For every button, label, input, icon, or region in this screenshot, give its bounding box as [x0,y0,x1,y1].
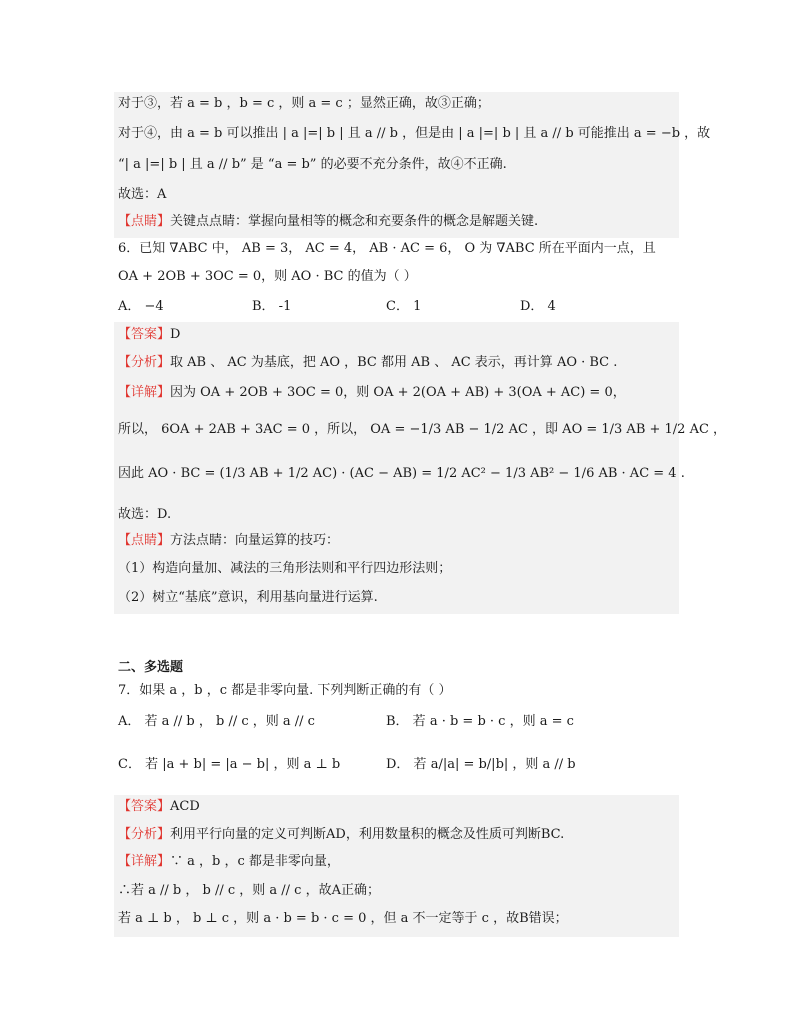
tip-line: （2）树立“基底”意识，利用基向量进行运算. [118,590,378,605]
comment-text: 方法点睛：向量运算的技巧： [170,533,340,548]
analysis-text: 取 AB 、 AC 为基底，把 AO ，BC 都用 AB 、 AC 表示，再计算 AO · BC . [170,355,618,370]
detail-line [118,384,626,402]
comment-line [118,213,538,231]
option-c: C． 若 |a + b| = |a − b| ，则 a ⊥ b [118,757,341,772]
option-b: B． 若 a · b = b · c ，则 a = c [386,714,574,729]
answer-line [118,798,200,816]
derivation-line: ∴若 a // b ， b // c ，则 a // c ，故A正确； [118,883,380,898]
detail-text: 因为 OA + 2OB + 3OC = 0，则 OA + 2(OA + AB) + 3(OA + AC) = 0， [170,385,626,400]
derivation-line: 若 a ⊥ b ， b ⊥ c ，则 a · b = b · c = 0 ，但 a 不一定等于 c ，故B错误； [118,911,568,926]
text-line: “| a |=| b | 且 a // b” 是 “a = b” 的必要不充分条件，故④不正确. [118,157,507,172]
section-heading: 二、多选题 [118,660,184,675]
answer-text: D [170,327,181,342]
question-7-stem: 7．如果 a ，b ，c 都是非零向量. 下列判断正确的有（ ） [118,683,452,698]
option-d: D． 4 [520,299,556,314]
text-line: 对于③，若 a = b ，b = c ，则 a = c ；显然正确，故③正确； [118,96,490,111]
option-d: D． 若 a/|a| = b/|b| ，则 a // b [386,757,576,772]
analysis-text: 利用平行向量的定义可判断AD，利用数量积的概念及性质可判断BC. [170,827,565,842]
comment-tag: 【点睛】 [118,533,171,548]
question-6-stem: 6．已知 ∇ABC 中， AB = 3， AC = 4， AB · AC = 6， O 为 ∇ABC 所在平面内一点，且 [118,241,656,256]
answer-text: ACD [170,799,200,814]
answer-tag: 【答案】 [118,327,171,342]
detail-line [118,853,340,871]
question-6-stem-cont: OA + 2OB + 3OC = 0，则 AO · BC 的值为（ ） [118,269,417,284]
answer-tag: 【答案】 [118,799,171,814]
option-c: C． 1 [386,299,422,314]
derivation-line: 所以， 6OA + 2AB + 3AC = 0 ，所以， OA = −1/3 AB − 1/2 AC ，即 AO = 1/3 AB + 1/2 AC ， [118,422,727,437]
derivation-line: 因此 AO · BC = (1/3 AB + 1/2 AC) · (AC − AB) = 1/2 AC² − 1/3 AB² − 1/6 AB · AC = 4 . [118,466,685,481]
answer-line [118,326,180,344]
analysis-line [118,826,564,844]
tip-line: （1）构造向量加、减法的三角形法则和平行四边形法则； [118,561,452,576]
analysis-tag: 【分析】 [118,355,171,370]
comment-tag: 【点睛】 [118,214,171,229]
detail-text: ∵ a ，b ，c 都是非零向量， [170,854,340,869]
detail-tag: 【详解】 [118,854,171,869]
text-line: 故选：A [118,187,167,202]
choose-line: 故选：D. [118,507,172,522]
detail-tag: 【详解】 [118,385,171,400]
option-a: A． 若 a // b ， b // c ，则 a // c [118,714,315,729]
option-a: A． −4 [118,299,164,314]
comment-text: 关键点点睛：掌握向量相等的概念和充要条件的概念是解题关键. [170,214,539,229]
text-line: 对于④，由 a = b 可以推出 | a |=| b | 且 a // b ，但是由 | a |=| b | 且 a // b 可能推出 a = −b ，故 [118,126,711,141]
analysis-line [118,354,617,372]
comment-line [118,532,339,550]
analysis-tag: 【分析】 [118,827,171,842]
option-b: B． -1 [252,299,292,314]
